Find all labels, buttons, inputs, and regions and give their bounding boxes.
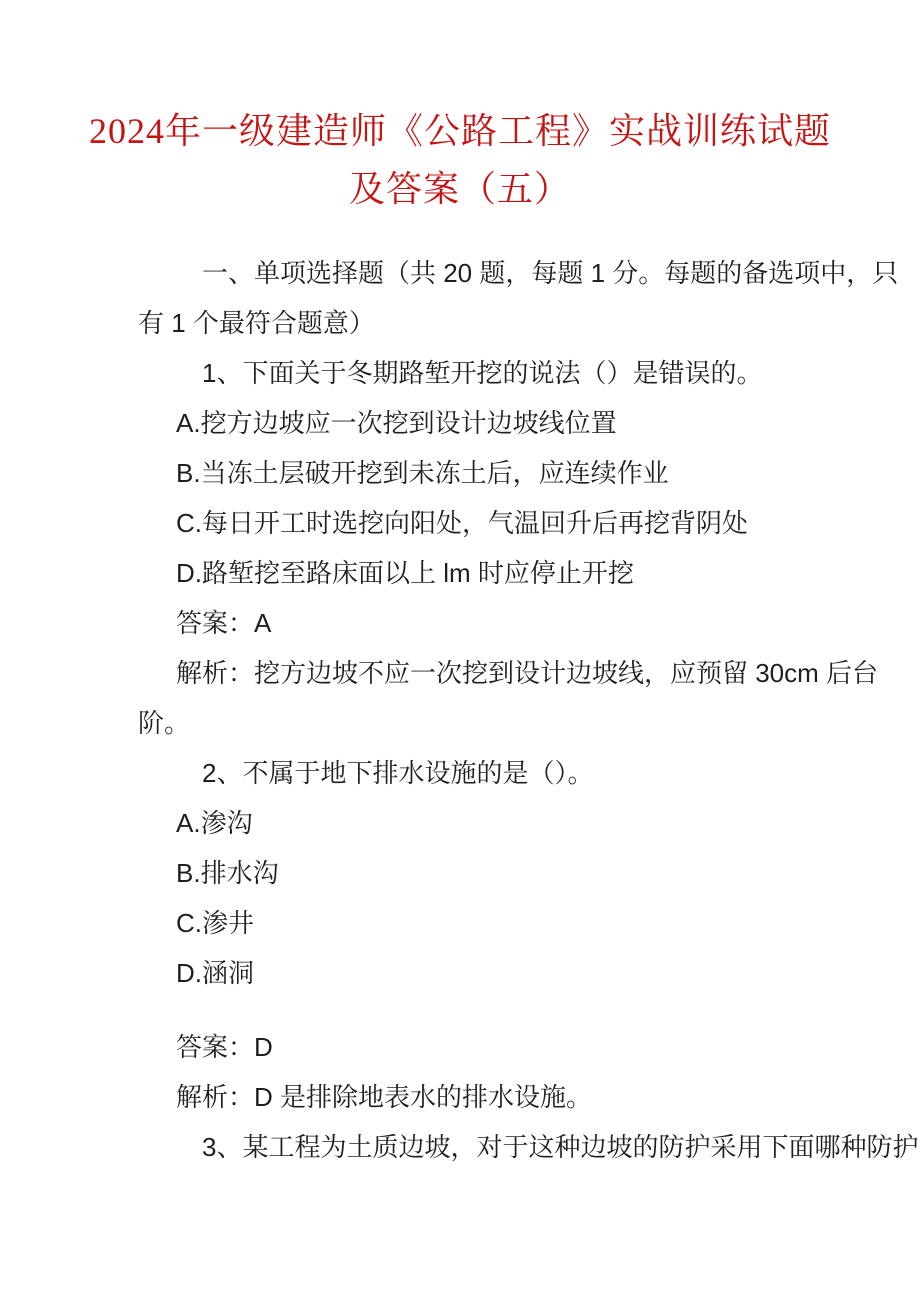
- question-1-option-b: B.当冻土层破开挖到未冻土后，应连续作业: [176, 458, 669, 488]
- question-1: 1、下面关于冬期路堑开挖的说法（）是错误的。: [202, 358, 763, 388]
- question-1-analysis-line-1: 解析：挖方边坡不应一次挖到设计边坡线，应预留 30cm 后台: [176, 658, 879, 688]
- question-1-option-d: D.路堑挖至路床面以上 lm 时应停止开挖: [176, 558, 634, 588]
- section-heading-line-1: 一、单项选择题（共 20 题，每题 1 分。每题的备选项中，只: [202, 258, 899, 288]
- document-title-line-1: 2024年一级建造师《公路工程》实战训练试题: [88, 111, 831, 151]
- question-2: 2、不属于地下排水设施的是（）。: [202, 758, 594, 788]
- document-title-line-2: 及答案（五）: [348, 169, 571, 209]
- question-2-answer: 答案：D: [176, 1032, 273, 1062]
- question-1-answer: 答案：A: [176, 608, 272, 638]
- question-1-option-c: C.每日开工时选挖向阳处，气温回升后再挖背阴处: [176, 508, 749, 538]
- question-1-option-a: A.挖方边坡应一次挖到设计边坡线位置: [176, 408, 617, 438]
- section-heading-line-2: 有 1 个最符合题意）: [138, 308, 375, 338]
- document-title: [0, 102, 920, 218]
- question-3: 3、某工程为土质边坡，对于这种边坡的防护采用下面哪种防护: [202, 1132, 919, 1162]
- question-2-option-b: B.排水沟: [176, 858, 279, 888]
- question-2-option-c: C.渗井: [176, 908, 255, 938]
- question-2-analysis: 解析：D 是排除地表水的排水设施。: [176, 1082, 593, 1112]
- question-2-option-d: D.涵洞: [176, 958, 255, 988]
- document-body: [138, 248, 919, 1172]
- question-1-analysis-line-2: 阶。: [138, 708, 191, 738]
- question-2-option-a: A.渗沟: [176, 808, 253, 838]
